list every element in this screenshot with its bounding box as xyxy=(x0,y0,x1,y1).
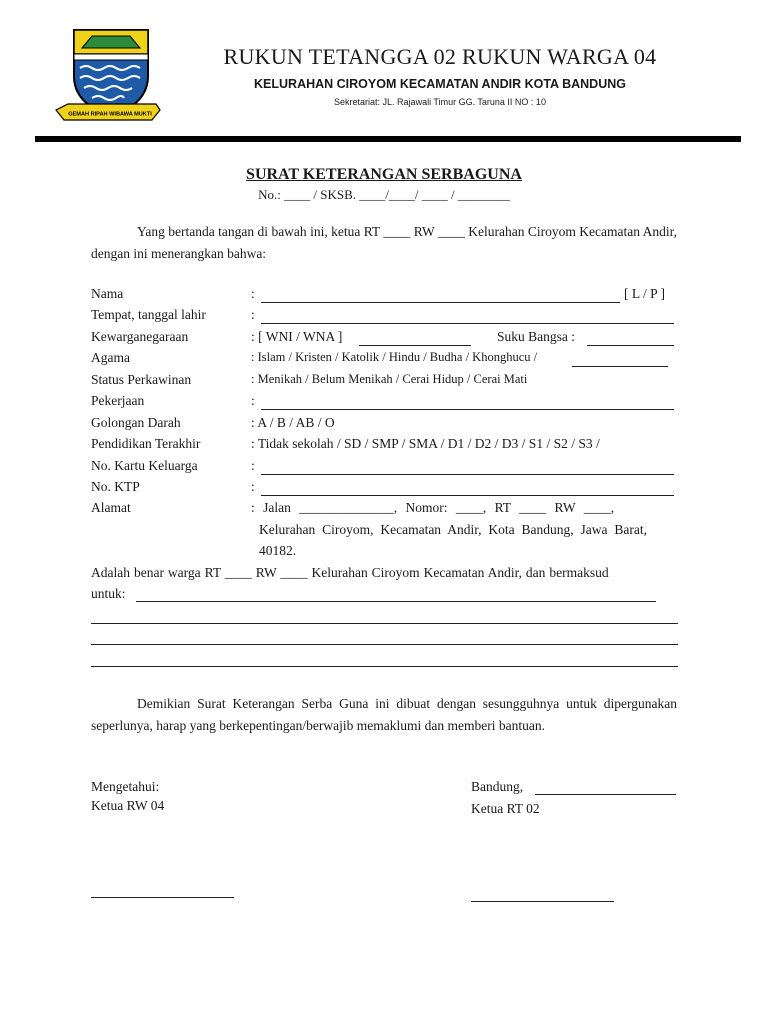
sign-right-place: Bandung, xyxy=(471,779,524,794)
ktp-blank[interactable] xyxy=(261,495,674,496)
field-value-ttl: : xyxy=(251,307,255,322)
logo-motto: GEMAH RIPAH WIBAWA MUKTI xyxy=(68,111,152,118)
ttl-blank[interactable] xyxy=(261,323,674,324)
field-label-kewarganegaraan: Kewarganegaraan xyxy=(91,329,189,344)
kota-bandung-logo xyxy=(52,24,164,124)
suku-bangsa-blank[interactable] xyxy=(587,345,674,346)
field-label-alamat: Alamat xyxy=(91,500,131,515)
field-value-kewarganegaraan: : [ WNI / WNA ] xyxy=(251,329,343,344)
field-value-goldar: : A / B / AB / O xyxy=(251,415,335,430)
sign-right-role: Ketua RT 02 xyxy=(471,801,540,816)
field-label-nama: Nama xyxy=(91,286,124,301)
field-label-goldar: Golongan Darah xyxy=(91,415,181,430)
purpose-line-1: Adalah benar warga RT ____ RW ____ Kelurahan Ciroyom Kecamatan Andir, dan bermaksud xyxy=(91,565,609,580)
purpose-blank-2[interactable] xyxy=(91,623,678,624)
nama-blank[interactable] xyxy=(261,302,620,303)
field-value-ktp: : xyxy=(251,479,255,494)
purpose-blank-1[interactable] xyxy=(136,601,656,602)
field-label-agama: Agama xyxy=(91,350,130,365)
sign-left-heading: Mengetahui: xyxy=(91,779,160,794)
field-value-agama: : Islam / Kristen / Katolik / Hindu / Budha / Khonghucu / xyxy=(251,350,538,364)
alamat-line-3: 40182. xyxy=(259,543,297,558)
alamat-line-2: Kelurahan Ciroyom, Kecamatan Andir, Kota Bandung, Jawa Barat, xyxy=(259,522,647,537)
field-label-status: Status Perkawinan xyxy=(91,372,192,387)
sign-left-line[interactable] xyxy=(91,897,234,898)
field-label-kk: No. Kartu Keluarga xyxy=(91,458,198,473)
purpose-blank-3[interactable] xyxy=(91,644,678,645)
field-value-nama: : xyxy=(251,286,255,301)
date-blank[interactable] xyxy=(535,794,676,795)
field-value-status: : Menikah / Belum Menikah / Cerai Hidup / Cerai Mati xyxy=(251,372,528,386)
kewarganegaraan-blank[interactable] xyxy=(359,345,471,346)
field-label-ktp: No. KTP xyxy=(91,479,140,494)
pekerjaan-blank[interactable] xyxy=(261,409,674,410)
agama-blank[interactable] xyxy=(572,366,668,367)
subtitle: KELURAHAN CIROYOM KECAMATAN ANDIR KOTA BANDUNG xyxy=(254,77,626,91)
suku-bangsa-label: Suku Bangsa : xyxy=(497,329,576,344)
field-value-pendidikan: : Tidak sekolah / SD / SMP / SMA / D1 / D2 / D3 / S1 / S2 / S3 / xyxy=(251,436,600,451)
sign-right-line[interactable] xyxy=(471,901,614,902)
field-label-pekerjaan: Pekerjaan xyxy=(91,393,145,408)
intro-paragraph: Yang bertanda tangan di bawah ini, ketua RT ____ RW ____ Kelurahan Ciroyom Kecamatan Andir, dengan ini menerangkan bahwa: xyxy=(91,224,677,261)
purpose-blank-4[interactable] xyxy=(91,666,678,667)
letter-title: SURAT KETERANGAN SERBAGUNA xyxy=(246,166,522,183)
header-divider xyxy=(35,136,741,142)
field-value-alamat: : Jalan ______________, Nomor: ____, RT ____ RW ____, xyxy=(251,500,615,515)
letter-number: No.: ____ / SKSB. ____/____/ ____ / ________ xyxy=(258,187,510,202)
field-value-kk: : xyxy=(251,458,255,473)
secretariat-address: Sekretariat: JL. Rajawali Timur GG. Taruna II NO : 10 xyxy=(334,97,546,107)
sign-left-role: Ketua RW 04 xyxy=(91,798,165,813)
org-title: RUKUN TETANGGA 02 RUKUN WARGA 04 xyxy=(223,44,657,69)
field-label-ttl: Tempat, tanggal lahir xyxy=(91,307,206,322)
closing-paragraph: Demikian Surat Keterangan Serba Guna ini dibuat dengan sesungguhnya untuk dipergunakan seperlunya, harap yang berkepentingan/berwajib memaklumi dan memberi bantuan. xyxy=(91,696,677,733)
field-label-pendidikan: Pendidikan Terakhir xyxy=(91,436,201,451)
field-value-pekerjaan: : xyxy=(251,393,255,408)
kk-blank[interactable] xyxy=(261,474,674,475)
gender-option: [ L / P ] xyxy=(624,286,665,301)
purpose-line-2: untuk: xyxy=(91,586,126,601)
